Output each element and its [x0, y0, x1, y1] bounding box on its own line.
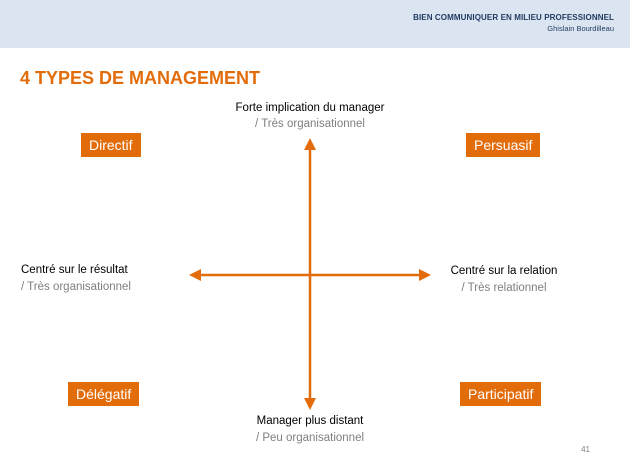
axis-left-sublabel: / Très organisationnel: [21, 281, 131, 293]
quadrant-directif: Directif: [81, 133, 141, 157]
arrowhead-down: [304, 398, 316, 410]
arrowhead-up: [304, 138, 316, 150]
axis-top-sublabel: / Très organisationnel: [255, 118, 365, 130]
axis-right-label: Centré sur la relation: [450, 265, 558, 277]
axis-bottom-label: Manager plus distant: [256, 415, 364, 427]
arrowhead-right: [419, 269, 431, 281]
quadrant-delegatif: Délégatif: [68, 382, 139, 406]
quadrant-participatif: Participatif: [460, 382, 541, 406]
arrowhead-left: [189, 269, 201, 281]
slide-title: 4 TYPES DE MANAGEMENT: [20, 68, 261, 88]
axis-left-label: Centré sur le résultat: [21, 264, 128, 276]
axis-top-label: Forte implication du manager: [235, 102, 385, 114]
header-author: Ghislain Bourdilleau: [547, 24, 614, 33]
quadrant-persuasif: Persuasif: [466, 133, 540, 157]
header-title: BIEN COMMUNIQUER EN MILIEU PROFESSIONNEL: [413, 13, 614, 22]
axis-bottom-sublabel: / Peu organisationnel: [255, 432, 365, 444]
axis-right-sublabel: / Très relationnel: [461, 282, 547, 294]
page-number: 41: [581, 445, 590, 454]
